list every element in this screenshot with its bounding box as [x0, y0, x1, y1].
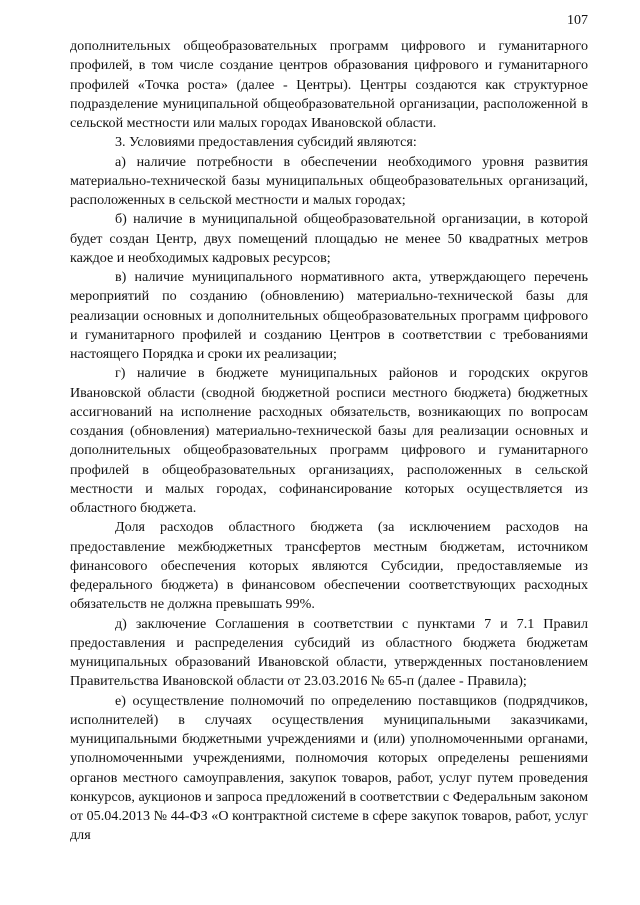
paragraph-condition-b: б) наличие в муниципальной общеобразовательной организации, в которой будет создан Центр, двух помещений площадью не менее 50 квадратных метров каждое и необходимых кадровых ресурсов;	[70, 211, 588, 266]
paragraph-budget-share: Доля расходов областного бюджета (за исключением расходов на предоставление межбюджетных трансфертов местным бюджетам, источником финансового обеспечения которых являются Субсидии, предоставляемые из федерального бюджета) в финансовом обеспечении соответствующих расходных обязательств не должна превышать 99%.	[70, 519, 588, 613]
paragraph-condition-d: д) заключение Соглашения в соответствии с пунктами 7 и 7.1 Правил предоставления и распределения субсидий из областного бюджета бюджетам муниципальных образований Ивановской области, утвержденных постановлением Правительства Ивановской области от 23.03.2016 № 65-п (далее - Правила);	[70, 615, 588, 690]
paragraph-condition-a: а) наличие потребности в обеспечении необходимого уровня развития материально-технической базы муниципальных общеобразовательных организаций, расположенных в сельской местности и малых городах;	[70, 153, 588, 208]
page-body	[70, 37, 588, 846]
paragraph-conditions-heading: 3. Условиями предоставления субсидий являются:	[115, 134, 417, 151]
paragraph-condition-v: в) наличие муниципального нормативного акта, утверждающего перечень мероприятий по созданию (обновлению) материально-технической базы для реализации основных и дополнительных общеобразовательных программ цифрового и гуманитарного профилей и созданию Центров в соответствии с требованиями настоящего Порядка и сроки их реализации;	[70, 269, 588, 362]
paragraph-condition-g: г) наличие в бюджете муниципальных районов и городских округов Ивановской области (сводной бюджетной росписи местного бюджета) бюджетных ассигнований на исполнение расходных обязательств, возникающих по вопросам создания (обновления) материально-технической базы для реализации основных и дополнительных общеобразовательных программ цифрового и гуманитарного профилей в общеобразовательных организациях, расположенных в сельской местности и малых городах, софинансирование которых осуществляется из областного бюджета.	[70, 365, 588, 516]
paragraph-centers-definition: дополнительных общеобразовательных программ цифрового и гуманитарного профилей, в том числе создание центров образования цифрового и гуманитарного профилей «Точка роста» (далее - Центры). Центры создаются как структурное подразделение муниципальной общеобразовательной организации, расположенной в сельской местности или малых городах Ивановской области.	[70, 38, 588, 131]
page-number: 107	[567, 13, 588, 28]
paragraph-condition-e: е) осуществление полномочий по определению поставщиков (подрядчиков, исполнителей) в случаях осуществления муниципальными заказчиками, муниципальными бюджетными учреждениями и (или) уполномоченными органами, уполномоченными учреждениями, полномочия которых определены решениями органов местного самоуправления, закупок товаров, работ, услуг путем проведения конкурсов, аукционов и запроса предложений в соответствии с Федеральным законом от 05.04.2013 № 44-ФЗ «О контрактной системе в сфере закупок товаров, работ, услуг для	[70, 692, 588, 844]
